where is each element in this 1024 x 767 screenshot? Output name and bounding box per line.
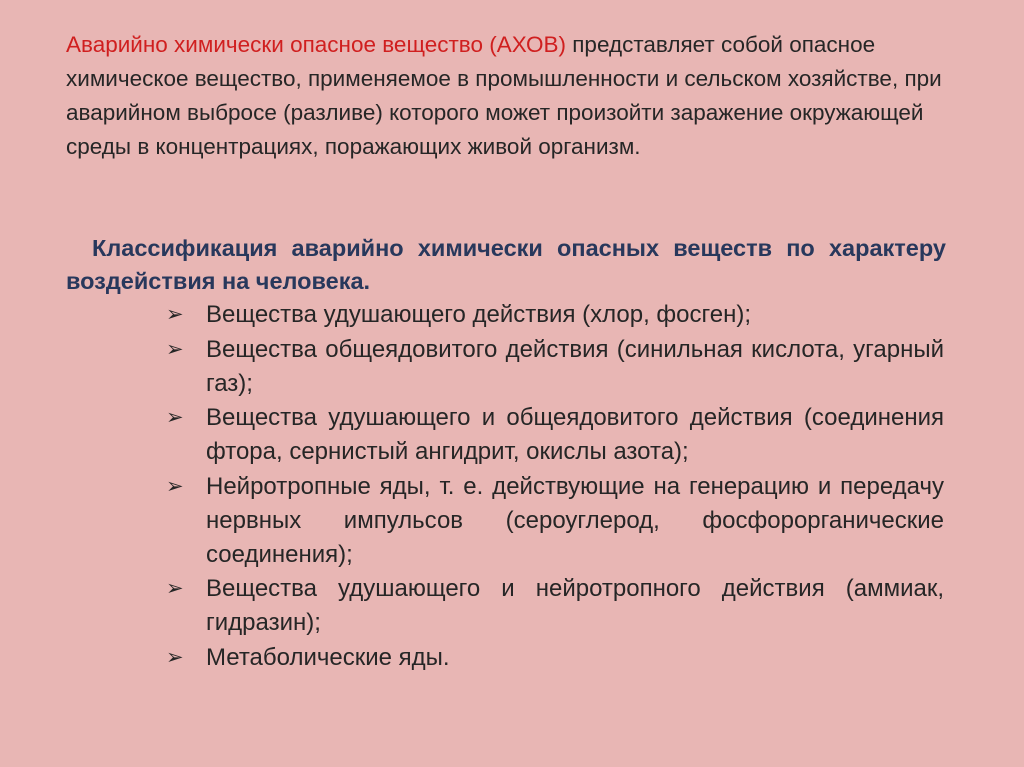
list-item <box>166 298 944 332</box>
list-item-text: Нейротропные яды, т. е. действующие на генерацию и передачу нервных импульсов (сероуглерод, фосфорорганические соединения); <box>206 472 944 568</box>
list-item-text: Вещества удушающего действия (хлор, фосген); <box>206 301 751 328</box>
list-item-text: Вещества общеядовитого действия (синильная кислота, угарный газ); <box>206 335 944 397</box>
list-item <box>166 401 944 469</box>
list-item <box>166 470 944 572</box>
list-item-text: Вещества удушающего и общеядовитого действия (соединения фтора, сернистый ангидрит, окислы азота); <box>206 404 944 465</box>
intro-text: представляет собой опасное химическое вещество, применяемое в промышленности и сельском хозяйстве, при аварийном выбросе (разливе) которого может произойти заражение окружающей среды в концентрациях, поражающих живой организм. <box>66 32 942 159</box>
classification-heading: Классификация аварийно химически опасных веществ по характеру воздействия на человека. <box>66 235 946 294</box>
term-highlight: Аварийно химически опасное вещество (АХОВ) <box>66 32 566 57</box>
classification-list <box>166 298 944 675</box>
list-item <box>166 641 944 675</box>
arrow-bullet-icon: ➢ <box>166 406 184 429</box>
arrow-bullet-icon: ➢ <box>166 645 184 669</box>
intro-paragraph <box>66 28 946 164</box>
list-item-text: Вещества удушающего и нейротропного действия (аммиак, гидразин); <box>206 575 944 636</box>
list-item-text: Метаболические яды. <box>206 643 450 671</box>
list-item <box>166 333 944 401</box>
arrow-bullet-icon: ➢ <box>166 474 184 498</box>
arrow-bullet-icon: ➢ <box>166 337 184 361</box>
arrow-bullet-icon: ➢ <box>166 577 184 600</box>
list-item <box>166 572 944 640</box>
arrow-bullet-icon: ➢ <box>166 303 184 326</box>
